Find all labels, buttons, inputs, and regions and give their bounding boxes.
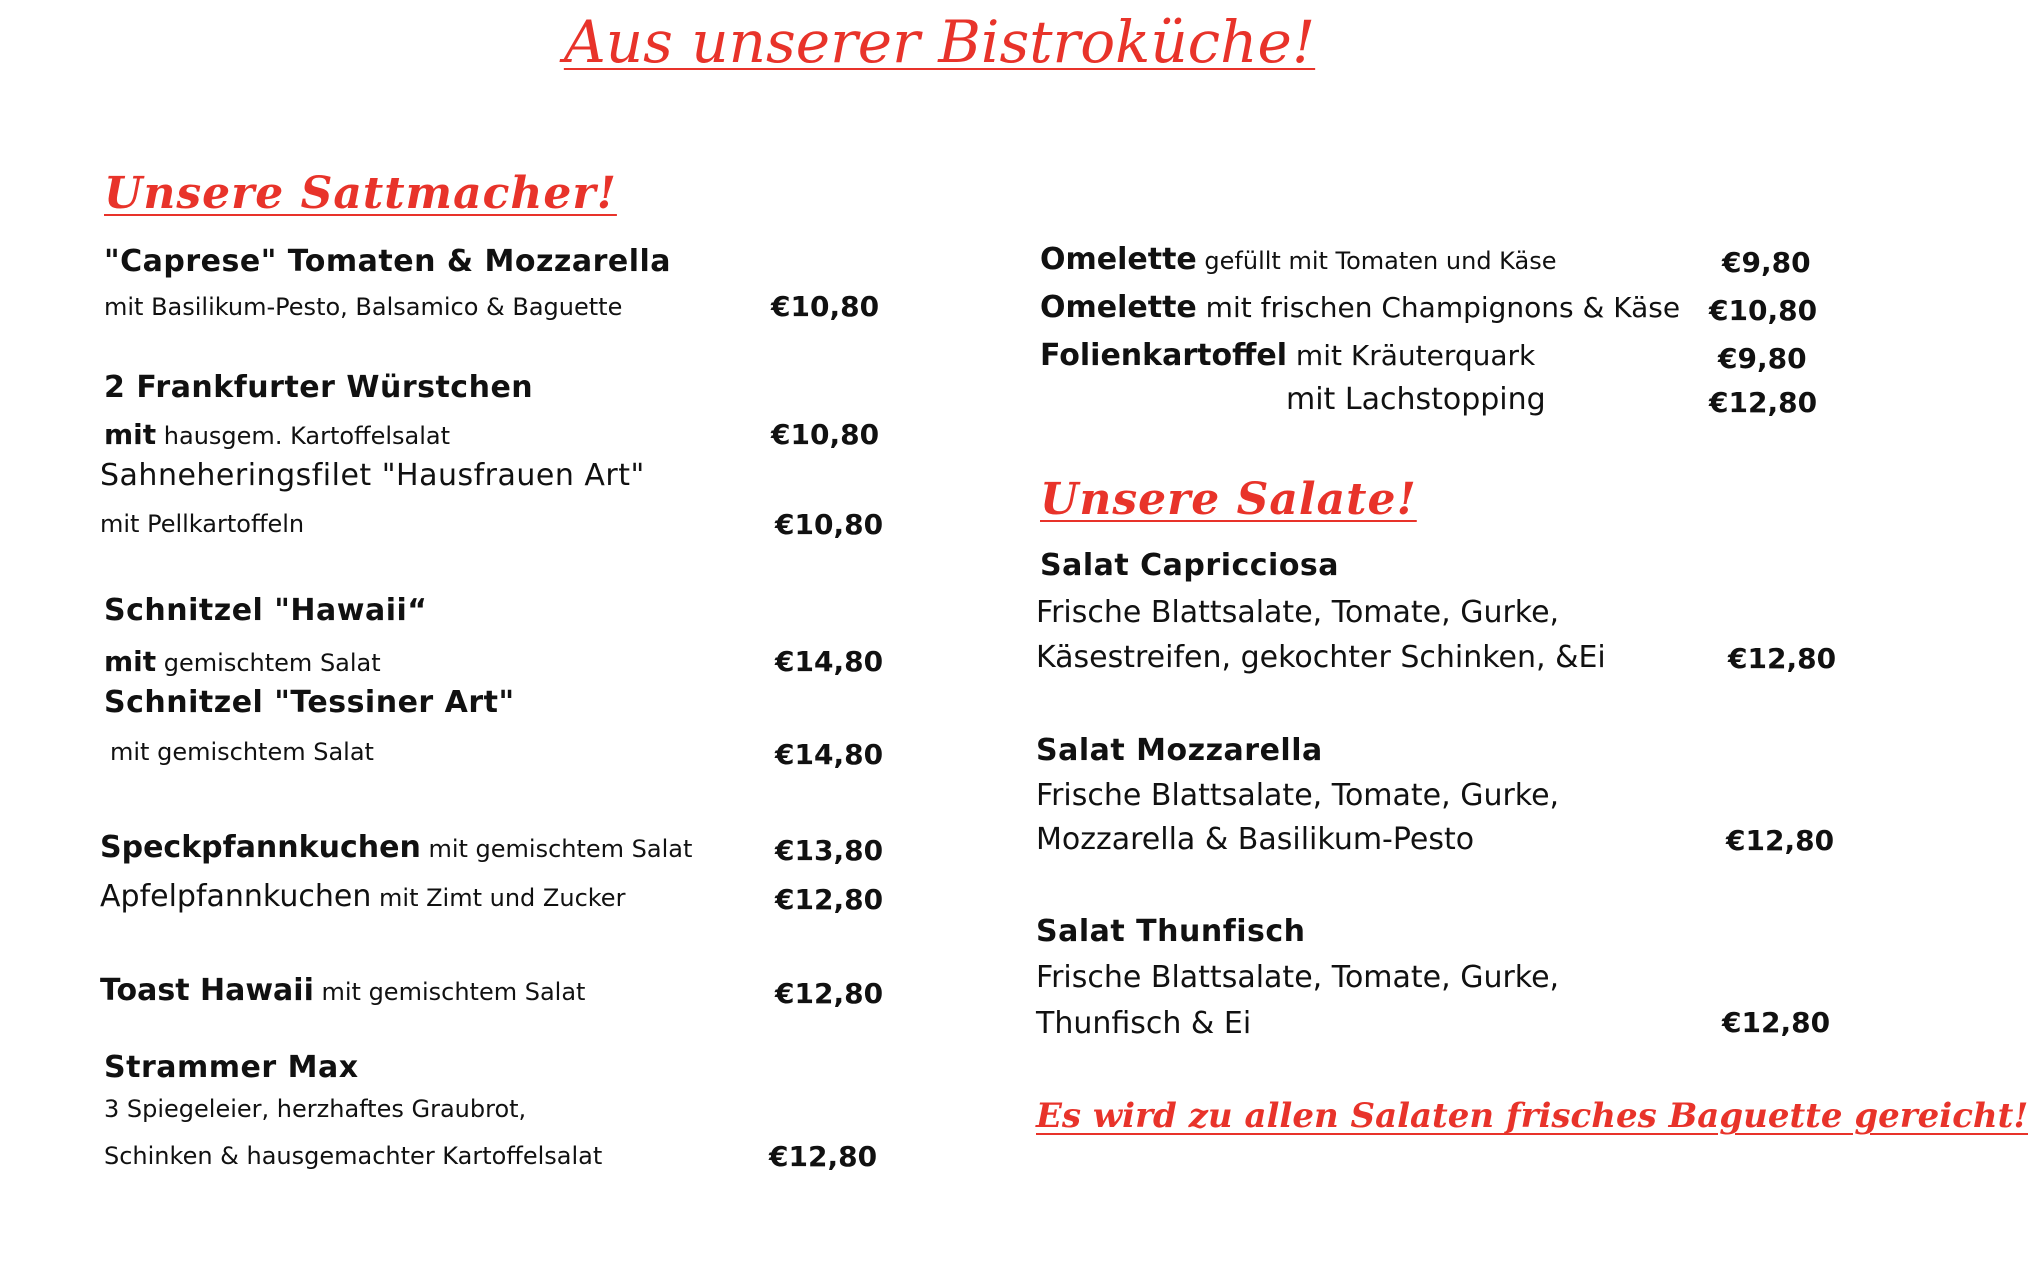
salad-item-name: Salat Mozzarella [1036, 733, 1323, 768]
menu-item-name: Schnitzel "Hawaii“ [104, 593, 428, 628]
extra-item-description: mit frischen Champignons & Käse [1196, 291, 1681, 324]
extra-item-name: Folienkartoffel [1040, 338, 1288, 373]
menu-item-name: Schnitzel "Tessiner Art" [104, 685, 515, 720]
extra-item-description: gefüllt mit Tomaten und Käse [1196, 247, 1557, 275]
extra-item-price: €9,80 [1722, 246, 1811, 279]
menu-item-description [104, 645, 381, 678]
extra-item-name: Omelette [1040, 242, 1197, 277]
menu-item [100, 879, 625, 914]
salad-item-description-line2: Mozzarella & Basilikum-Pesto [1036, 822, 1475, 857]
menu-item-description: mit gemischtem Salat [110, 738, 374, 766]
menu-item-price: €10,80 [771, 418, 880, 451]
menu-item-price: €12,80 [775, 977, 884, 1010]
salad-note: Es wird zu allen Salaten frisches Baguette gereicht! [1036, 1096, 2028, 1136]
menu-item-name: "Caprese" Tomaten & Mozzarella [104, 244, 672, 279]
menu-item-description [104, 418, 450, 451]
salad-item-description: Frische Blattsalate, Tomate, Gurke, [1036, 778, 1560, 813]
menu-item-description-text: hausgem. Kartoffelsalat [156, 422, 451, 450]
salad-item-name: Salat Thunfisch [1036, 914, 1306, 949]
menu-item-description-text: gemischtem Salat [156, 649, 381, 677]
extra-item-description: mit Lachstopping [1286, 382, 1546, 417]
salad-item-price: €12,80 [1722, 1006, 1831, 1039]
menu-item-description: mit Pellkartoffeln [100, 510, 305, 538]
menu-item-description-line2: Schinken & hausgemachter Kartoffelsalat [104, 1142, 603, 1170]
menu-item-description: 3 Spiegeleier, herzhaftes Graubrot, [104, 1095, 527, 1123]
salad-item-price: €12,80 [1728, 642, 1837, 675]
salad-item-description-line2: Thunfisch & Ei [1036, 1006, 1252, 1041]
menu-item-name: Speckpfannkuchen [100, 830, 421, 865]
menu-item-price: €10,80 [771, 290, 880, 323]
salad-item-name: Salat Capricciosa [1040, 548, 1340, 583]
extra-item-name: Omelette [1040, 290, 1197, 325]
extra-item [1040, 242, 1556, 277]
menu-item-price: €10,80 [775, 508, 884, 541]
salad-item-description: Frische Blattsalate, Tomate, Gurke, [1036, 960, 1560, 995]
salad-item-price: €12,80 [1726, 824, 1835, 857]
extra-item [1040, 338, 1535, 373]
menu-item-price: €12,80 [769, 1140, 878, 1173]
menu-item-description: mit Zimt und Zucker [371, 884, 626, 912]
extra-item-price: €12,80 [1709, 386, 1818, 419]
section-heading-salate: Unsere Salate! [1040, 474, 1417, 525]
menu-item [100, 973, 585, 1008]
menu-item-name: Strammer Max [104, 1050, 359, 1085]
menu-item [100, 830, 692, 865]
menu-title: Aus unserer Bistroküche! [563, 8, 1316, 76]
menu-item-description: mit Basilikum-Pesto, Balsamico & Baguette [104, 293, 623, 321]
extra-item-price: €9,80 [1718, 342, 1807, 375]
menu-item-name: Apfelpfannkuchen [100, 879, 372, 914]
menu-item-price: €13,80 [775, 834, 884, 867]
section-heading-sattmacher: Unsere Sattmacher! [104, 168, 617, 219]
extra-item-price: €10,80 [1709, 294, 1818, 327]
menu-item-description: mit gemischtem Salat [313, 978, 586, 1006]
menu-item-price: €14,80 [775, 645, 884, 678]
menu-item-name: 2 Frankfurter Würstchen [104, 370, 534, 405]
menu-item-price: €14,80 [775, 738, 884, 771]
menu-item-name: Toast Hawaii [100, 973, 314, 1008]
extra-item-description: mit Kräuterquark [1287, 339, 1536, 372]
menu-item-name: Sahneheringsfilet "Hausfrauen Art" [100, 458, 645, 493]
salad-item-description: Frische Blattsalate, Tomate, Gurke, [1036, 595, 1560, 630]
menu-item-price: €12,80 [775, 883, 884, 916]
extra-item [1040, 290, 1680, 325]
salad-item-description-line2: Käsestreifen, gekochter Schinken, &Ei [1036, 640, 1606, 675]
menu-item-description-prefix: mit [104, 645, 157, 678]
menu-item-description-prefix: mit [104, 418, 157, 451]
menu-item-description: mit gemischtem Salat [420, 835, 693, 863]
